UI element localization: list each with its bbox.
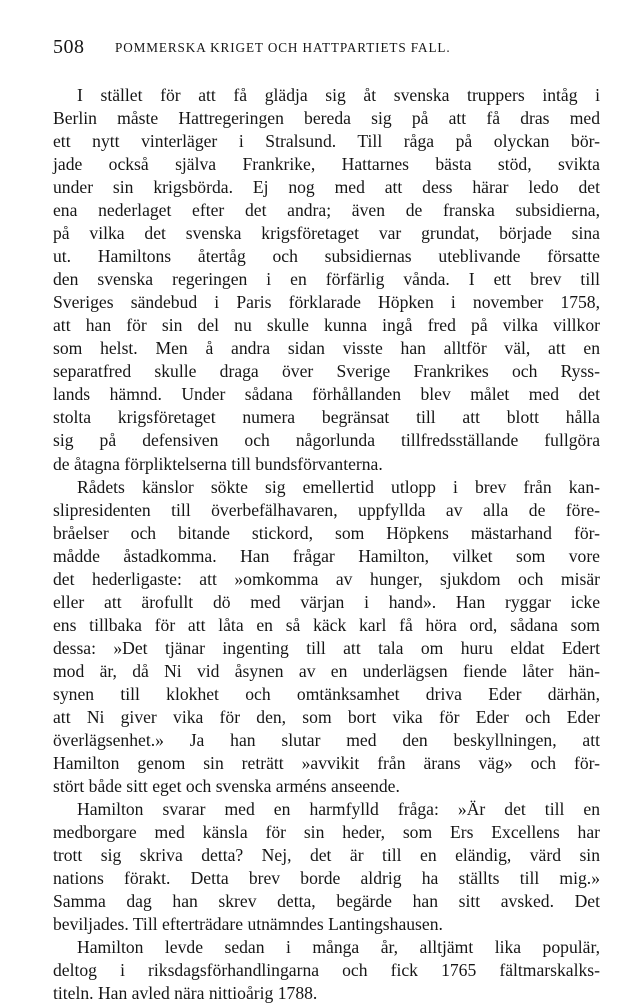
text-line: nations förakt. Detta brev borde aldrig ha ställts till mig.»: [53, 868, 600, 889]
text-line: sig på defensiven och någorlunda tillfredsställande fullgöra: [53, 430, 600, 451]
text-line: den svenska regeringen i en förfärlig vånda. I ett brev till: [53, 269, 600, 290]
text-line: att han för sin del nu skulle kunna ingå fred på vilka villkor: [53, 315, 600, 336]
text-line: Sveriges sändebud i Paris förklarade Höpken i november 1758,: [53, 292, 600, 313]
text-line: jade också själva Frankrike, Hattarnes bästa stöd, svikta: [53, 154, 600, 175]
text-line: de åtagna förpliktelserna till bundsförvanterna.: [53, 453, 383, 474]
text-line: Berlin måste Hattregeringen bereda sig på att få dras med: [53, 108, 600, 129]
text-line: Hamilton genom sin reträtt »avvikit från ärans väg» och för-: [53, 752, 600, 773]
text-line: överlägsenhet.» Ja han slutar med den beskyllningen, att: [53, 729, 600, 750]
text-line: Rådets känslor sökte sig emellertid utlopp i brev från kan-: [77, 476, 600, 497]
text-line: ett nytt vinterläger i Stralsund. Till råga på olyckan bör-: [53, 131, 600, 152]
text-line: synen till klokhet och omtänksamhet driva Eder därhän,: [53, 683, 600, 704]
running-head: [53, 36, 608, 64]
text-line: beviljades. Till efterträdare utnämndes Lantingshausen.: [53, 914, 443, 935]
page-number: 508: [53, 36, 85, 58]
text-line: Hamilton levde sedan i många år, alltjämt lika populär,: [77, 937, 600, 958]
text-line: titeln. Han avled nära nittioårig 1788.: [53, 983, 318, 1004]
text-line: deltog i riksdagsförhandlingarna och fick 1765 fältmarskalks-: [53, 960, 600, 981]
text-line: dessa: »Det tjänar ingenting till att tala om huru eldat Edert: [53, 637, 600, 658]
text-line: I stället för att få glädja sig åt svenska truppers intåg i: [77, 85, 600, 105]
text-line: mod är, då Ni vid åsynen av en underlägsen fiende låter hän-: [53, 660, 600, 681]
text-line: slipresidenten till överbefälhavaren, uppfyllda av alla de före-: [53, 499, 600, 520]
text-line: Samma dag han skrev detta, begärde han sitt avsked. Det: [53, 891, 600, 912]
text-line: ut. Hamiltons återtåg och subsidiernas uteblivande försatte: [53, 246, 600, 267]
text-line: stört både sitt eget och svenska arméns anseende.: [53, 775, 400, 796]
text-line: att Ni giver vika för den, som bort vika för Eder och Eder: [53, 706, 600, 727]
text-line: Hamilton svarar med en harmfylld fråga: »Är det till en: [77, 798, 600, 819]
running-title: POMMERSKA KRIGET OCH HATTPARTIETS FALL.: [115, 40, 451, 55]
text-line: bråelser och bitande stickord, som Höpkens mästarhand för-: [53, 522, 600, 543]
text-line: medborgare med känsla för sin heder, som Ers Excellens har: [53, 822, 600, 842]
text-line: trott sig skriva detta? Nej, det är till en eländig, värd sin: [53, 845, 600, 866]
text-line: på vilka det svenska krigsföretaget var grundat, började sina: [53, 223, 600, 244]
text-line: eller att ärofullt dö med värjan i hand». Han ryggar icke: [53, 591, 600, 612]
text-line: ens tillbaka för att låta en så käck karl få höra ord, sådana som: [53, 614, 600, 635]
text-line: separatfred skulle draga över Sverige Frankrikes och Ryss-: [53, 361, 600, 382]
text-line: det hederligaste: att »omkomma av hunger, sjukdom och misär: [53, 568, 600, 589]
text-line: ena nederlaget efter det andra; även de franska subsidierna,: [53, 200, 600, 221]
text-line: lands hämnd. Under sådana förhållanden blev målet med det: [53, 384, 600, 405]
text-line: mådde åstadkomma. Han frågar Hamilton, vilket som vore: [53, 545, 600, 566]
body-text: [53, 84, 600, 1005]
text-line: stolta krigsföretaget numera begränsat till att blott hålla: [53, 407, 600, 428]
text-line: under sin krigsbörda. Ej nog med att dess härar ledo det: [53, 177, 600, 198]
text-line: som helst. Men å andra sidan visste han alltför väl, att en: [53, 338, 600, 359]
